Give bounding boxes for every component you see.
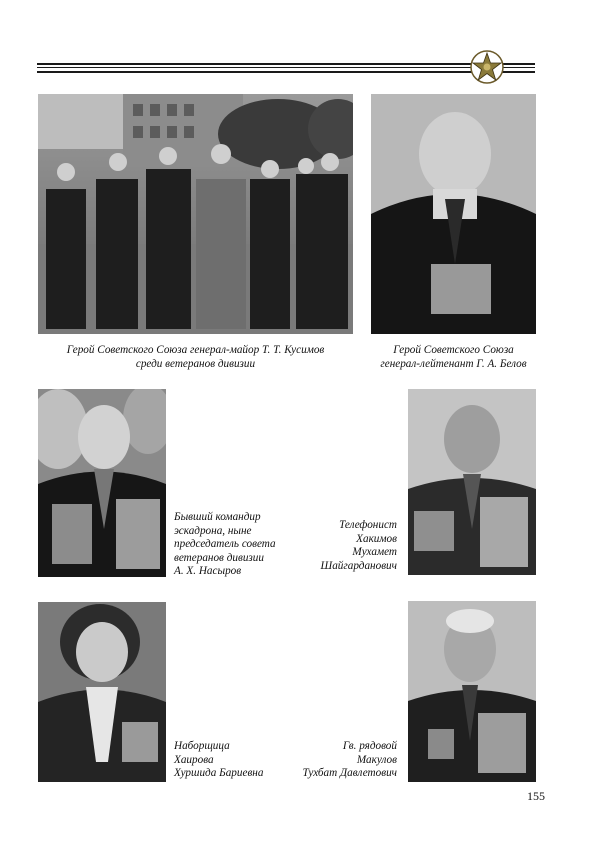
- header-rule-bottom: [37, 71, 535, 73]
- belov-portrait-photo: [371, 94, 536, 334]
- group-photo: [38, 94, 353, 334]
- star-emblem-icon: [470, 50, 504, 84]
- caption-line: Мухамет: [352, 546, 397, 558]
- makulov-caption: [300, 740, 397, 781]
- caption-line: Наборщица: [174, 740, 230, 752]
- caption-line: Бывший командир: [174, 511, 261, 523]
- khakimov-portrait-photo: [408, 389, 536, 575]
- caption-line: Макулов: [356, 753, 397, 766]
- caption-line: А. Х. Насыров: [174, 565, 242, 577]
- caption-line: Герой Советского Союза: [393, 344, 514, 356]
- group-photo-caption: [38, 344, 353, 371]
- caption-line: председатель совета: [174, 538, 276, 550]
- khakimov-caption: [290, 519, 397, 573]
- nasyrov-portrait-photo: [38, 389, 166, 577]
- header-rule-top: [37, 63, 535, 65]
- caption-line: эскадрона, ныне: [174, 524, 252, 537]
- header-rule-middle: [37, 67, 535, 68]
- caption-line: Шайгарданович: [320, 559, 397, 572]
- belov-caption: [371, 344, 536, 371]
- caption-line: среди ветеранов дивизии: [135, 357, 256, 370]
- khairova-portrait-photo: [38, 602, 166, 782]
- caption-line: Тухбат Давлетович: [302, 767, 397, 779]
- caption-line: Хуршида Бариевна: [174, 767, 264, 779]
- caption-line: ветеранов дивизии: [174, 551, 264, 564]
- caption-line: Телефонист: [339, 519, 397, 531]
- caption-line: Герой Советского Союза генерал-майор Т. Т. Кусимов: [66, 344, 325, 356]
- nasyrov-caption: [174, 511, 304, 579]
- caption-line: Гв. рядовой: [342, 740, 397, 752]
- caption-line: Хакимов: [356, 532, 397, 545]
- page-number: 155: [527, 789, 545, 803]
- caption-line: Хаирова: [174, 753, 214, 766]
- caption-line: генерал-лейтенант Г. А. Белов: [380, 357, 527, 370]
- makulov-portrait-photo: [408, 601, 536, 782]
